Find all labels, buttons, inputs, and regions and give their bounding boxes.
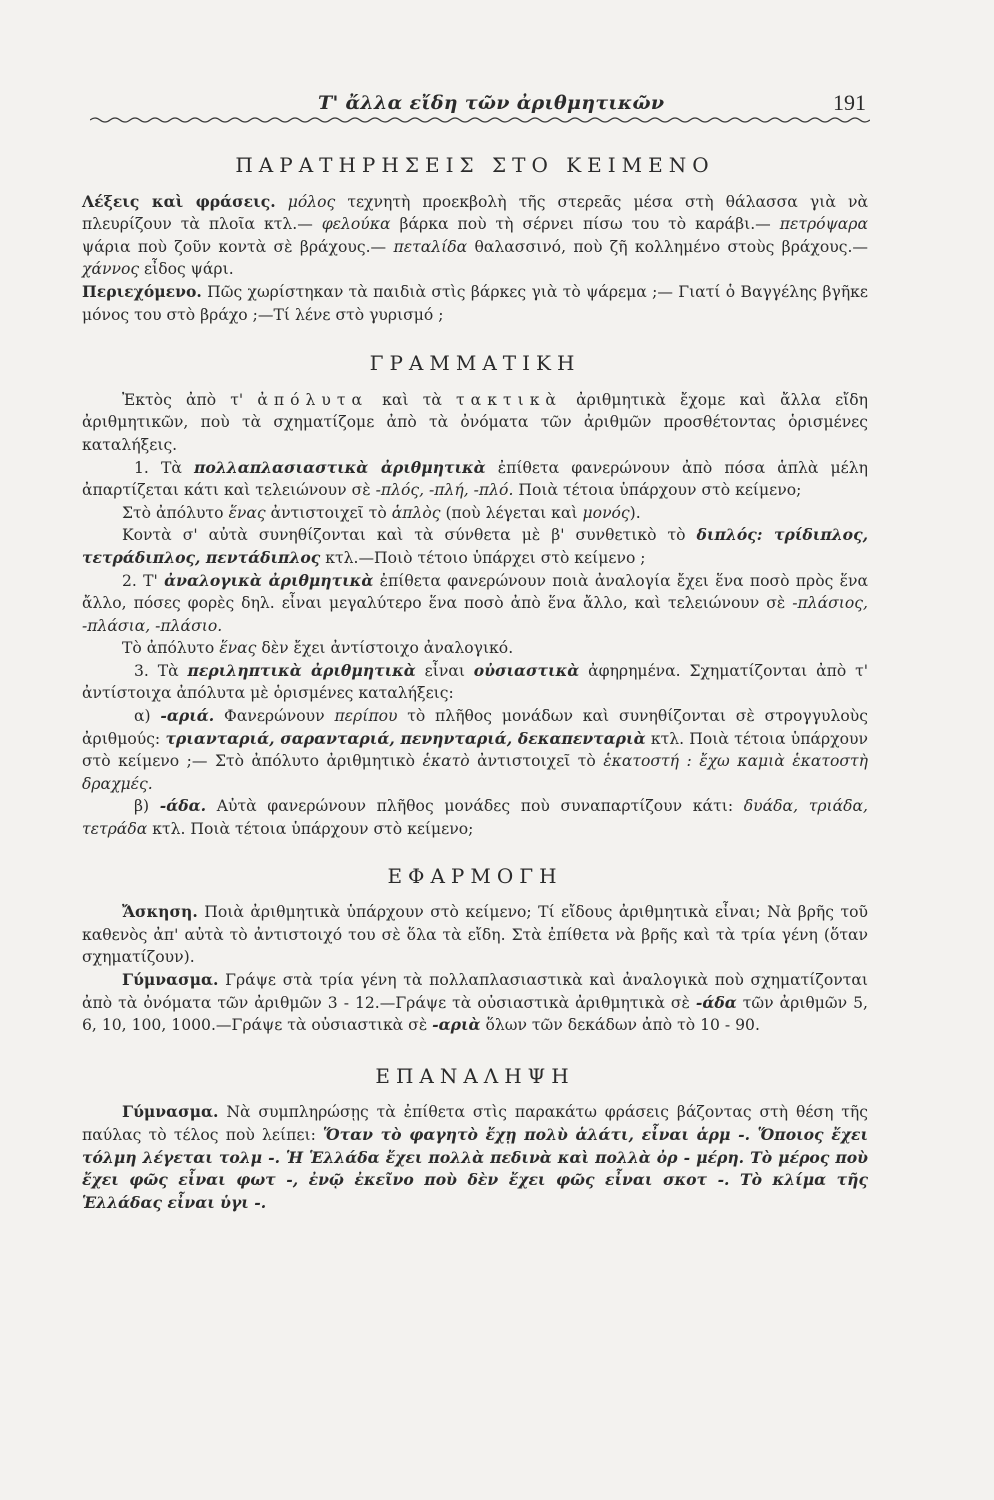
grammar-point-3: 3. Τὰ περιληπτικὰ ἀριθμητικὰ εἶναι οὐσιαστικὰ ἀφηρημένα. Σχηματίζονται ἀπὸ τ' ἀντίστοιχα ἀπόλυτα μὲ ὁρισμένες καταλήξεις:: [82, 660, 868, 703]
wavy-rule: [90, 114, 870, 126]
grammar-point-2b: Τὸ ἀπόλυτο ἕνας δὲν ἔχει ἀντίστοιχο ἀναλογικό.: [122, 639, 514, 658]
term-felouka: φελούκα: [321, 215, 391, 234]
content-paragraph: Περιεχόμενο. Πῶς χωρίστηκαν τὰ παιδιὰ στὶς βάρκες γιὰ τὸ ψάρεμα ;— Γιατί ὁ Βαγγέλης βγῆκε μόνος του στὸ βράχο ;—Τί λένε στὸ γυρισμό ;: [82, 281, 868, 324]
grammar-point-2: 2. Τ' ἀναλογικὰ ἀριθμητικὰ ἐπίθετα φανερώνουν ποιὰ ἀναλογία ἔχει ἕνα ποσὸ πρὸς ἕνα ἄλλο, πόσες φορὲς δηλ. εἶναι μεγαλύτερο ἕνα ποσὸ ἀπὸ ἕνα ἄλλο, καὶ τελειώνουν σὲ -πλάσιος, -πλάσια, -πλάσιο.: [82, 570, 869, 635]
running-head: [90, 88, 870, 128]
words-label: Λέξεις καὶ φράσεις.: [82, 191, 276, 211]
heading-grammar: ΓΡΑΜΜΑΤΙΚΗ: [369, 351, 581, 376]
content-label: Περιεχόμενο.: [82, 281, 202, 301]
term-petropsara: πετρόψαρα: [779, 215, 868, 234]
grammar-point-1c: Κοντὰ σ' αὐτὰ συνηθίζονται καὶ τὰ σύνθετα μὲ β' συνθετικὸ τὸ διπλός: τρίδιπλος, τετράδιπλος, πεντάδιπλος κτλ.—Ποιὸ τέτοιο ὑπάρχει στὸ κείμενο ;: [82, 525, 868, 567]
term-petalida: πεταλίδα: [393, 237, 468, 256]
grammar-intro: Ἐκτὸς ἀπὸ τ' ἀπόλυτα καὶ τὰ τακτικὰ ἀριθμητικὰ ἔχομε καὶ ἄλλα εἴδη ἀριθμητικῶν, ποὺ τὰ σχηματίζομε ἀπὸ τὰ ὀνόματα τῶν ἀριθμῶν προσθέτοντας ὁρισμένες καταλήξεις.: [82, 390, 868, 454]
review-practice-paragraph: Γύμνασμα. Νὰ συμπληρώσῃς τὰ ἐπίθετα στὶς παρακάτω φράσεις βάζοντας στὴ θέση τῆς παύλας τὸ τέλος ποὺ λείπει: Ὅταν τὸ φαγητὸ ἔχῃ πολὺ ἁλάτι, εἶναι ἁρμ -. Ὅποιος ἔχει τόλμη λέγεται τολμ -. Ἡ Ἑλλάδα ἔχει πολλὰ πεδινὰ καὶ πολλὰ ὀρ - μέρη. Τὸ μέρος ποὺ ἔχει φῶς εἶναι φωτ -, ἐνῷ ἐκεῖνο ποὺ δὲν ἔχει φῶς εἶναι σκοτ -. Τὸ κλίμα τῆς Ἑλλάδας εἶναι ὑγι -.: [82, 1102, 868, 1212]
heading-review: ΕΠΑΝΑΛΗΨΗ: [375, 1063, 575, 1088]
grammar-point-1: 1. Τὰ πολλαπλασιαστικὰ ἀριθμητικὰ ἐπίθετα φανερώνουν ἀπὸ πόσα ἁπλὰ μέλη ἀπαρτίζεται κάτι καὶ τελειώνουν σὲ -πλός, -πλή, -πλό. Ποιὰ τέτοια ὑπάρχουν στὸ κείμενο;: [82, 457, 868, 500]
heading-observations: ΠΑΡΑΤΗΡΗΣΕΙΣ ΣΤΟ ΚΕΙΜΕΝΟ: [235, 153, 715, 177]
heading-application: ΕΦΑΡΜΟΓΗ: [387, 863, 563, 888]
grammar-point-3b: β) -άδα. Αὐτὰ φανερώνουν πλῆθος μονάδες ποὺ συναπαρτίζουν κάτι: δυάδα, τριάδα, τετράδα κτλ. Ποιὰ τέτοια ὑπάρχουν στὸ κείμενο;: [82, 796, 869, 839]
grammar-point-3a: α) -αριά. Φανερώνουν περίπου τὸ πλῆθος μονάδων καὶ συνηθίζονται σὲ στρογγυλοὺς ἀριθμούς: τριανταριά, σαρανταριά, πενηνταριά, δεκαπενταριὰ κτλ. Ποιὰ τέτοια ὑπάρχουν στὸ κείμενο ;— Στὸ ἀπόλυτο ἀριθμητικὸ ἑκατὸ ἀντιστοιχεῖ τὸ ἑκατοστή : ἔχω καμιὰ ἑκατοστὴ δραχμές.: [82, 706, 869, 793]
practice-label: Γύμνασμα.: [122, 970, 219, 989]
term-molos: μόλος: [287, 192, 336, 211]
grammar-point-1b: Στὸ ἀπόλυτο ἕνας ἀντιστοιχεῖ τὸ ἁπλὸς (ποὺ λέγεται καὶ μονός).: [122, 503, 641, 522]
practice-paragraph: Γύμνασμα. Γράψε στὰ τρία γένη τὰ πολλαπλασιαστικὰ καὶ ἀναλογικὰ ποὺ σχηματίζονται ἀπὸ τὰ ὀνόματα τῶν ἀριθμῶν 3 - 12.—Γράψε τὰ οὐσιαστικὰ ἀριθμητικὰ σὲ -άδα τῶν ἀριθμῶν 5, 6, 10, 100, 1000.—Γράψε τὰ οὐσιαστικὰ σὲ -αριὰ ὅλων τῶν δεκάδων ἀπὸ τὸ 10 - 90.: [82, 970, 869, 1035]
words-paragraph: Λέξεις καὶ φράσεις. μόλος τεχνητὴ προεκβολὴ τῆς στερεᾶς μέσα στὴ θάλασσα γιὰ νὰ πλευρίζουν τὰ πλοῖα κτλ.— φελούκα βάρκα ποὺ τὴ σέρνει πίσω του τὸ καράβι.— πετρόψαρα ψάρια ποὺ ζοῦν κοντὰ σὲ βράχους.— πεταλίδα θαλασσινό, ποὺ ζῆ κολλημένο στοὺς βράχους.— χάννος εἶδος ψάρι.: [82, 191, 868, 279]
exercise-paragraph: Ἄσκηση. Ποιὰ ἀριθμητικὰ ὑπάρχουν στὸ κείμενο; Τί εἴδους ἀριθμητικὰ εἶναι; Νὰ βρῆς τοῦ καθενὸς ἀπ' αὐτὰ τὸ ἀντιστοιχό του σὲ ὅλα τὰ εἴδη. Στὰ ἐπίθετα νὰ βρῆς καὶ τὰ τρία γένη (ὅταν σχηματίζουν).: [82, 902, 868, 967]
review-practice-label: Γύμνασμα.: [122, 1102, 219, 1122]
exercise-label: Ἄσκηση.: [122, 902, 198, 922]
term-channos: χάννος: [82, 260, 140, 279]
page-number: 191: [833, 90, 866, 115]
body-text: [82, 154, 868, 1214]
running-title: Τ' ἄλλα εἴδη τῶν ἀριθμητικῶν: [318, 92, 665, 114]
